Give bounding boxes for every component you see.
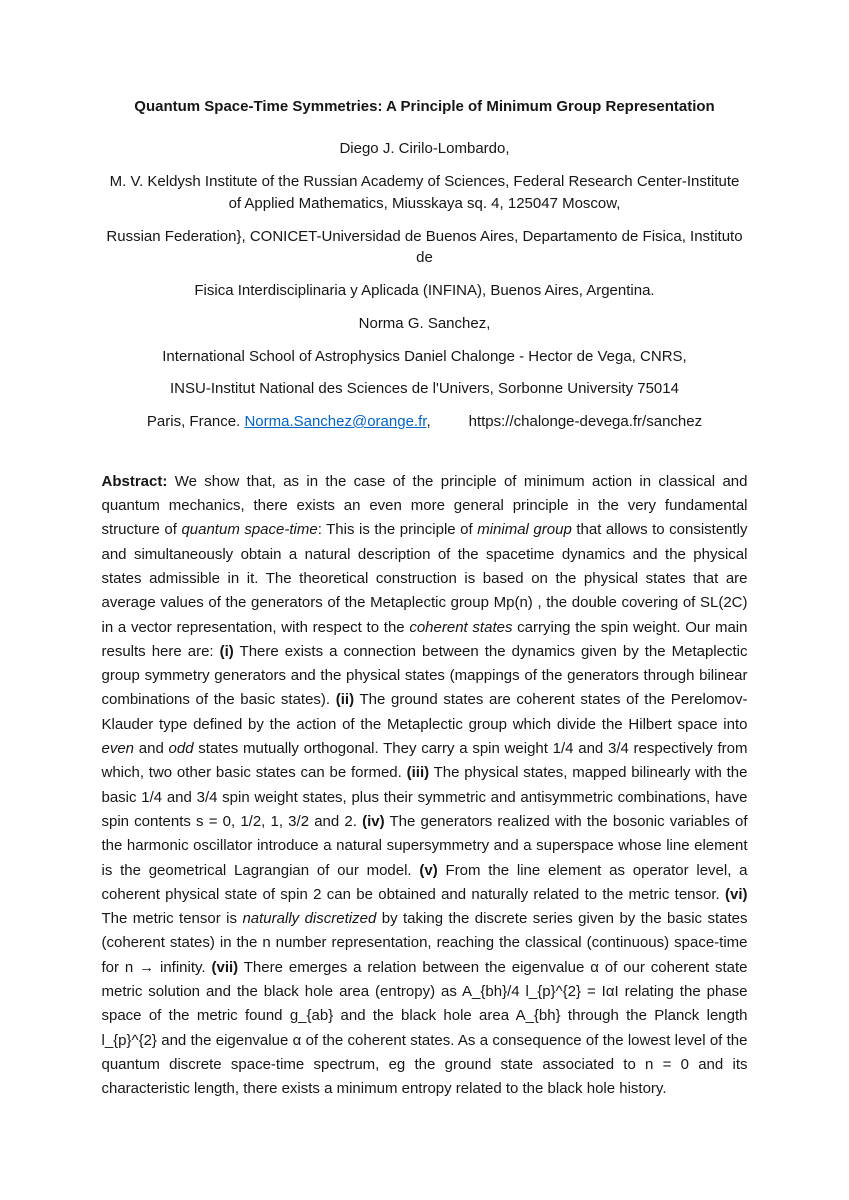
affiliation-line-keldysh: M. V. Keldysh Institute of the Russian Academy of Sciences, Federal Research Center-Institute of Applied Mathematics, Miusskaya sq. 4, 125047 Moscow, bbox=[109, 173, 740, 212]
affiliation-line-infina: Fisica Interdisciplinaria y Aplicada (INFINA), Buenos Aires, Argentina. bbox=[194, 282, 655, 299]
contact-prefix: Paris, France. bbox=[146, 413, 245, 430]
affiliation-line-conicet: Russian Federation}, CONICET-Universidad de Buenos Aires, Departamento de Fisica, Instituto de bbox=[106, 227, 743, 267]
document-page bbox=[102, 0, 748, 1101]
email-link[interactable]: Norma.Sanchez@orange.fr bbox=[244, 413, 427, 430]
contact-separator: , bbox=[426, 413, 431, 430]
affiliation-line-insu: INSU-Institut National des Sciences de l'Univers, Sorbonne University 75014 bbox=[170, 380, 679, 398]
affiliation-line-chalonge: International School of Astrophysics Daniel Chalonge - Hector de Vega, CNRS, bbox=[162, 347, 687, 365]
author-line-cirilo-lombardo: Diego J. Cirilo-Lombardo, bbox=[339, 140, 510, 158]
contact-line bbox=[102, 411, 748, 433]
paper-title: Quantum Space-Time Symmetries: A Principle of Minimum Group Representation bbox=[134, 98, 715, 115]
abstract-paragraph: Abstract: We show that, as in the case of the principle of minimum action in classical and quantum mechanics, there exists an even more general principle in the very fundamental structure of quantum space-time: This is the principle of minimal group that allows to consistently and simultaneously obtain a natural description of the spacetime dynamics and the physical states admissible in it. The theoretical construction is based on the physical states that are average values of the generators of the Metaplectic group Mp(n) , the double covering of SL(2C) in a vector representation, with respect to the coherent states carrying the spin weight. Our main results here are: (i) There exists a connection between the dynamics given by the Metaplectic group symmetry generators and the physical states (mappings of the generators through bilinear combinations of the basic states). (ii) The ground states are coherent states of the Perelomov-Klauder type defined by the action of the Metaplectic group which divide the Hilbert space into even and odd states mutually orthogonal. They carry a spin weight 1/4 and 3/4 respectively from which, two other basic states can be formed. (iii) The physical states, mapped bilinearly with the basic 1/4 and 3/4 spin weight states, plus their symmetric and antisymmetric combinations, have spin contents s = 0, 1/2, 1, 3/2 and 2. (iv) The generators realized with the bosonic variables of the harmonic oscillator introduce a natural supersymmetry and a superspace whose line element is the geometrical Lagrangian of our model. (v) From the line element as operator level, a coherent physical state of spin 2 can be obtained and naturally related to the metric tensor. (vi) The metric tensor is naturally discretized by taking the discrete series given by the basic states (coherent states) in the n number representation, reaching the classical (continuous) space-time for n → infinity. (vii) There emerges a relation between the eigenvalue α of our coherent state metric solution and the black hole area (entropy) as A_{bh}/4 l_{p}^{2} = IαI relating the phase space of the metric found g_{ab} and the black hole area A_{bh} through the Planck length l_{p}^{2} and the eigenvalue α of the coherent states. As a consequence of the lowest level of the quantum discrete space-time spectrum, eg the ground state associated to n = 0 and its characteristic length, there exists a minimum entropy related to the black hole history. bbox=[101, 472, 748, 1098]
website-url: https://chalonge-devega.fr/sanchez bbox=[468, 413, 703, 430]
author-line-sanchez: Norma G. Sanchez, bbox=[358, 314, 491, 332]
